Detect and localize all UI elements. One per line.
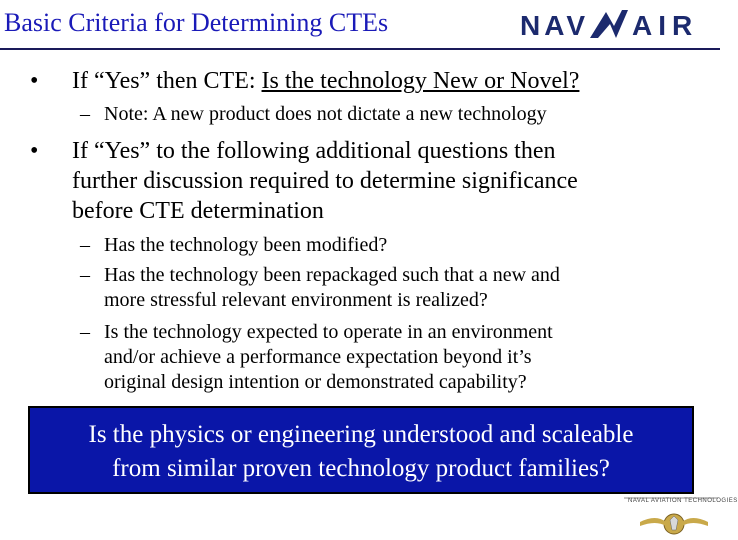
- sub-bullet-line: Is the technology expected to operate in an environment: [104, 321, 553, 343]
- bullet-2-line: further discussion required to determine significance: [72, 168, 578, 194]
- svg-text:NAV: NAV: [520, 10, 590, 41]
- sub-bullet-marker: –: [80, 264, 90, 286]
- header-divider: [0, 48, 720, 50]
- slide-header: [0, 0, 720, 50]
- seal-caption: NAVAL AVIATION TECHNOLOGIES: [628, 498, 738, 504]
- callout-line: from similar proven technology product families?: [112, 455, 610, 482]
- callout-line: Is the physics or engineering understood and scaleable: [88, 421, 634, 448]
- bullet-2-text: [72, 136, 578, 226]
- bullet-2-line: If “Yes” to the following additional questions then: [72, 138, 556, 164]
- sub-bullet-environment: [104, 320, 553, 395]
- callout-box: [28, 406, 694, 494]
- slide-title: Basic Criteria for Determining CTEs: [4, 8, 389, 37]
- sub-bullet-marker: –: [80, 103, 90, 125]
- sub-bullet-line: more stressful relevant environment is realized?: [104, 289, 488, 311]
- bullet-marker: •: [30, 138, 39, 164]
- sub-bullet-modified: [104, 233, 387, 258]
- sub-bullet-repackaged: [104, 263, 560, 313]
- sub-bullet-line: Has the technology been repackaged such that a new and: [104, 264, 560, 286]
- bullet-2-line: before CTE determination: [72, 198, 324, 224]
- sub-bullet-marker: –: [80, 234, 90, 256]
- sub-bullet-line: original design intention or demonstrated capability?: [104, 371, 527, 393]
- bullet-marker: •: [30, 68, 39, 94]
- bullet-1-text: [72, 66, 579, 96]
- bullet-1-prefix: If “Yes” then CTE:: [72, 68, 262, 94]
- bullet-1-underlined: Is the technology New or Novel?: [261, 68, 580, 94]
- sub-bullet-line: and/or achieve a performance expectation beyond it’s: [104, 346, 532, 368]
- navair-logo: [518, 4, 718, 46]
- svg-text:AIR: AIR: [632, 10, 699, 41]
- sub-bullet-line: Has the technology been modified?: [104, 234, 388, 256]
- sub-bullet-note: Note: A new product does not dictate a new technology: [104, 103, 547, 125]
- sub-bullet-marker: –: [80, 321, 90, 343]
